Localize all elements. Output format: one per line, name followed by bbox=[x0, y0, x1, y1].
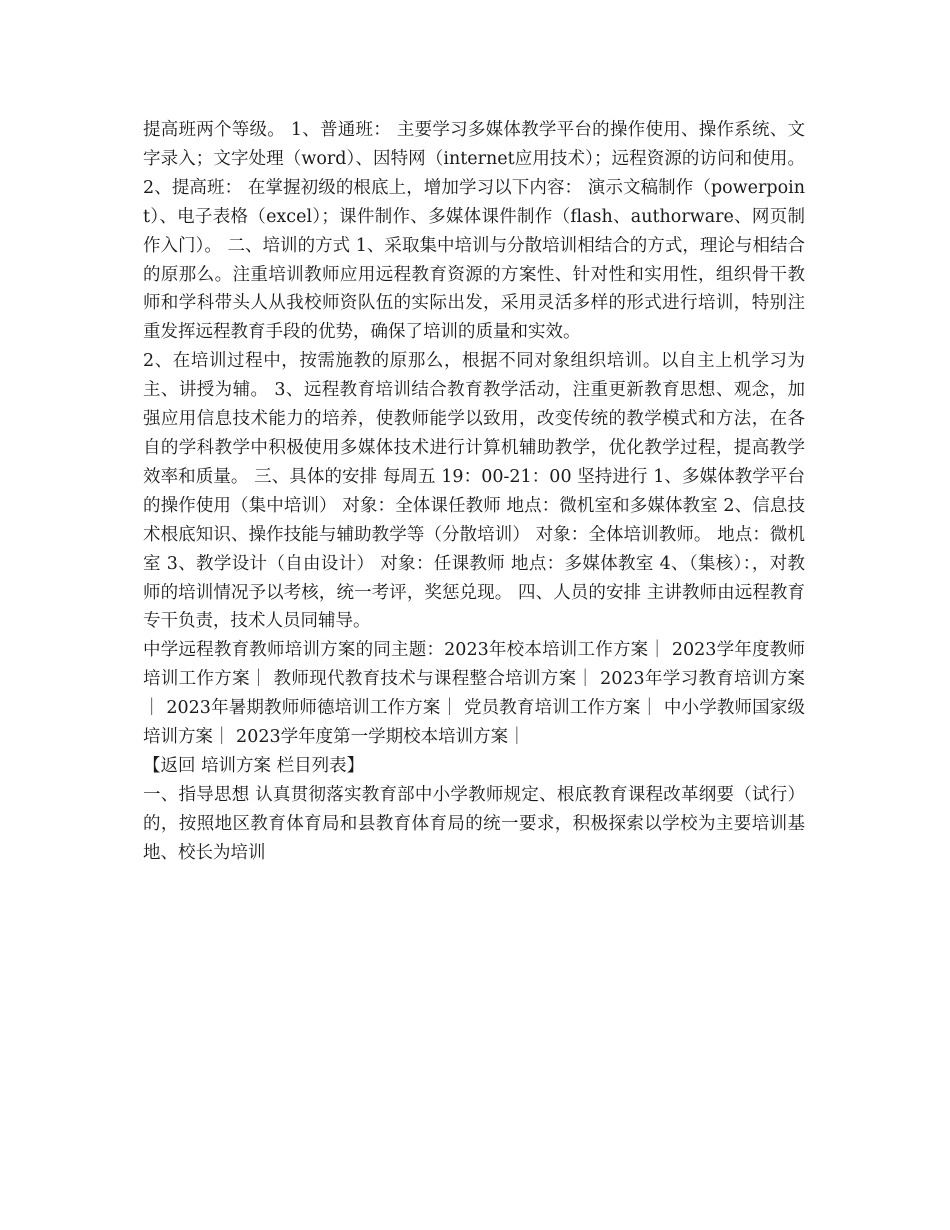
paragraph-training-levels: 提高班两个等级。 1、普通班： 主要学习多媒体教学平台的操作使用、操作系统、文字录入；文字处理（word）、因特网（internet应用技术）；远程资源的访问和使用。 2、提高班： 在掌握初级的根底上，增加学习以下内容： 演示文稿制作（powerpoint）、电子表格（excel）；课件制作、多媒体课件制作（flash、authorware、网页制作入门）。 二、培训的方式 1、采取集中培训与分散培训相结合的方式，理论与相结合的原那么。注重培训教师应用远程教育资源的方案性、针对性和实用性，组织骨干教师和学科带头人从我校师资队伍的实际出发，采用灵活多样的形式进行培训，特别注重发挥远程教育手段的优势，确保了培训的质量和实效。 bbox=[143, 120, 805, 343]
paragraph-training-process: 2、在培训过程中，按需施教的原那么，根据不同对象组织培训。以自主上机学习为主、讲授为辅。 3、远程教育培训结合教育教学活动，注重更新教育思想、观念，加强应用信息技术能力的培养，使教师能学以致用，改变传统的教学模式和方法，在各自的学科教学中积极使用多媒体技术进行计算机辅助教学，优化教学过程，提高教学效率和质量。 三、具体的安排 每周五 19：00-21：00 坚持进行 1、多媒体教学平台的操作使用（集中培训） 对象：全体课任教师 地点：微机室和多媒体教室 2、信息技术根底知识、操作技能与辅助教学等（分散培训） 对象：全体培训教师。 地点：微机室 3、教学设计（自由设计） 对象：任课教师 地点：多媒体教室 4、（集核）：，对教师的培训情况予以考核，统一考评，奖惩兑现。 四、人员的安排 主讲教师由远程教育专干负责，技术人员同辅导。 bbox=[143, 351, 805, 632]
paragraph-related-topics: 中学远程教育教师培训方案的同主题：2023年校本培训工作方案｜ 2023学年度教师培训工作方案｜ 教师现代教育技术与课程整合培训方案｜ 2023年学习教育培训方案｜ 2023年暑期教师师德培训工作方案｜ 党员教育培训工作方案｜ 中小学教师国家级培训方案｜ 2023学年度第一学期校本培训方案｜ bbox=[143, 640, 805, 748]
paragraph-return-link: 【返回 培训方案 栏目列表】 bbox=[143, 755, 365, 776]
paragraph-guiding-ideology: 一、指导思想 认真贯彻落实教育部中小学教师规定、根底教育课程改革纲要（试行）的，按照地区教育体育局和县教育体育局的统一要求，积极探索以学校为主要培训基地、校长为培训 bbox=[143, 784, 805, 863]
document-body bbox=[143, 116, 805, 868]
